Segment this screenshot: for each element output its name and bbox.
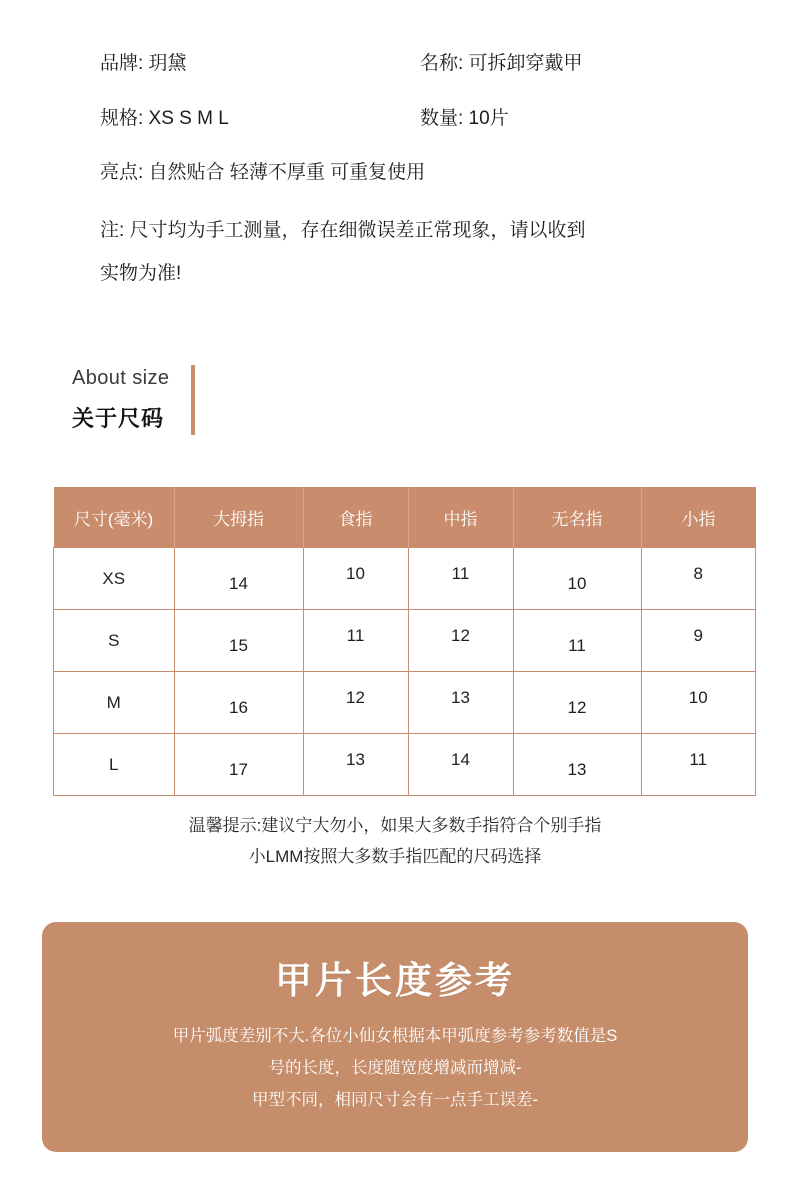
cell-xs-pinky: 8 [693,563,703,583]
size-tip-line-2: 小LMM按照大多数手指匹配的尺码选择 [248,847,542,867]
cell-l-middle: 14 [451,749,470,769]
cell-xs-middle: 11 [451,563,470,583]
spec-highlights: 亮点: 自然贴合 轻薄不厚重 可重复使用 [100,162,426,183]
spec-brand: 品牌: 玥黛 [100,53,187,74]
table-header-row [54,487,756,548]
cell-l-thumb: 17 [229,759,248,779]
table-header-cell-5: 小指 [641,487,756,548]
banner-line-3: 甲型不同，相同尺寸会有一点手工误差- [252,1091,538,1110]
cell-xs-ring: 10 [567,573,587,593]
table-header-cell-4: 无名指 [513,487,641,548]
banner-line-2: 号的长度，长度随宽度增减而增减- [268,1059,522,1078]
cell-m-thumb: 16 [229,697,248,717]
size-table [53,487,756,796]
table-header-cell-1: 大拇指 [174,487,303,548]
banner-title: 甲片长度参考 [275,960,515,1001]
table-header-cell-0: 尺寸(毫米) [54,487,175,548]
table-header-cell-3: 中指 [408,487,513,548]
cell-size-l: L [54,734,175,796]
cell-m-ring: 12 [567,697,587,717]
cell-size-xs: XS [54,548,175,610]
table-row [54,672,756,734]
size-table-wrapper [53,487,738,796]
table-row [54,610,756,672]
cell-size-m: M [54,672,175,734]
about-size-texts [72,365,191,435]
spec-row-brand-name [100,50,740,79]
specs-block [100,50,740,300]
cell-l-pinky: 11 [689,749,708,769]
about-size-accent-bar [191,365,195,435]
cell-m-index: 12 [346,687,365,707]
cell-size-s: S [54,610,175,672]
cell-s-index: 11 [346,625,365,645]
cell-l-ring: 13 [567,759,587,779]
cell-s-pinky: 9 [693,625,703,645]
table-header-cell-2: 食指 [303,487,408,548]
banner-line-1: 甲片弧度差别不大.各位小仙女根据本甲弧度参考参考数值是S [172,1027,618,1045]
cell-l-index: 13 [346,749,365,769]
size-tip-line-1: 温馨提示:建议宁大勿小，如果大多数手指符合个别手指 [188,816,602,835]
about-size-chinese: 关于尺码 [72,406,165,431]
about-size-heading [72,365,195,435]
spec-size: 规格: XS S M L [100,107,229,129]
spec-note-line-2: 实物为准! [100,262,182,284]
nail-length-reference-banner [42,922,748,1152]
cell-xs-thumb: 14 [229,573,248,593]
cell-s-ring: 11 [568,635,586,655]
cell-s-thumb: 15 [229,635,248,655]
table-row [54,734,756,796]
about-size-english: About size [72,367,170,389]
cell-m-middle: 13 [451,687,470,707]
spec-row-size-quantity [100,105,740,134]
cell-m-pinky: 10 [688,687,708,707]
spec-name: 名称: 可拆卸穿戴甲 [420,53,583,74]
spec-note-line-1: 注: 尺寸均为手工测量，存在细微误差正常现象，请以收到 [100,219,586,241]
table-row [54,548,756,610]
cell-s-middle: 12 [451,625,470,645]
size-tips [0,810,790,873]
spec-quantity: 数量: 10片 [420,107,509,129]
cell-xs-index: 10 [346,563,365,583]
